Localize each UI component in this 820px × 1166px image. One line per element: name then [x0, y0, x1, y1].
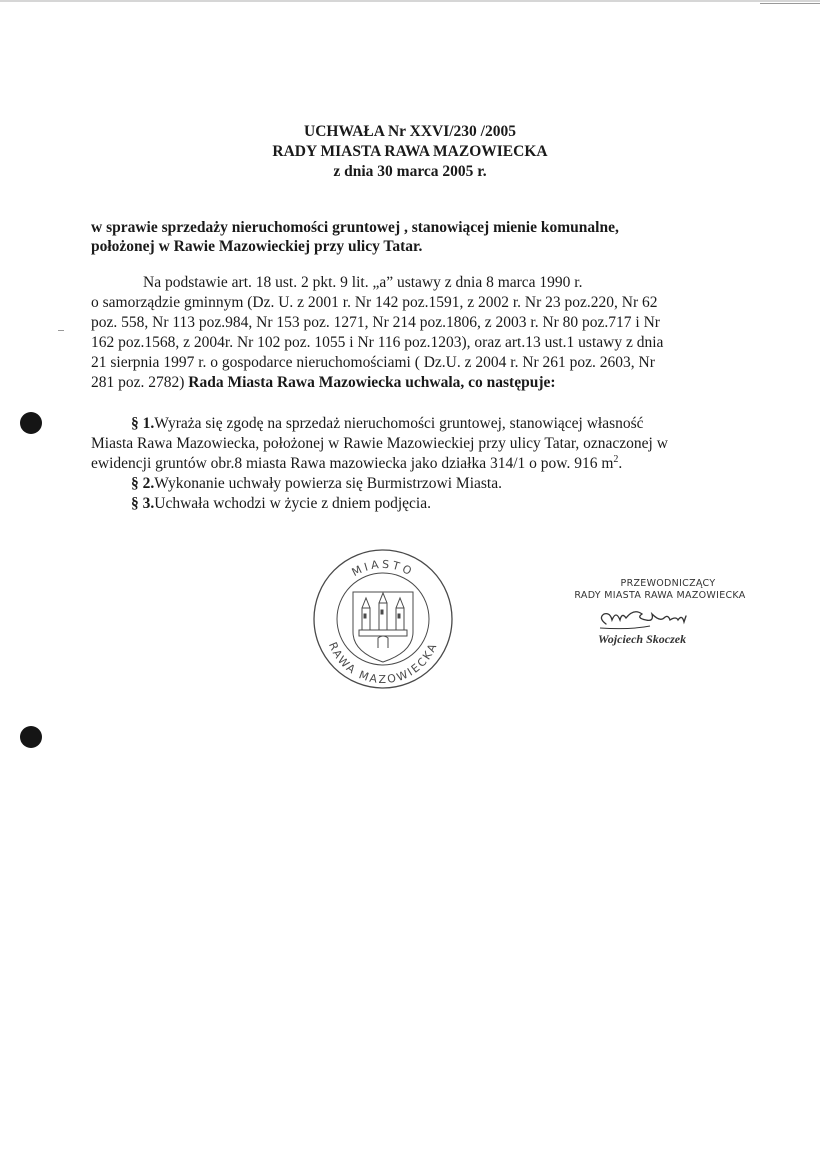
- legal-basis-line-2: o samorządzie gminnym (Dz. U. z 2001 r. Nr 142 poz.1591, z 2002 r. Nr 23 poz.220, Nr 62: [91, 294, 658, 311]
- seal-top-text: MIASTO: [349, 557, 417, 580]
- paragraph-1-line-1: [131, 414, 644, 434]
- legal-basis-line-5: 21 sierpnia 1997 r. o gospodarce nieruchomościami ( Dz.U. z 2004 r. Nr 261 poz. 2603, Nr: [91, 354, 655, 371]
- scan-speck: [58, 330, 64, 331]
- paragraph-1-text: Wyraża się zgodę na sprzedaż nieruchomości gruntowej, stanowiącej własność: [154, 415, 644, 432]
- paragraph-1-line-3: [91, 454, 622, 474]
- legal-basis-line-4: 162 poz.1568, z 2004r. Nr 102 poz. 1055 i Nr 116 poz.1203), oraz art.13 ust.1 ustawy z dnia: [91, 334, 664, 351]
- city-seal-stamp: [312, 548, 454, 690]
- council-name: RADY MIASTA RAWA MAZOWIECKA: [272, 143, 548, 160]
- paragraph-1-marker: § 1.: [131, 415, 155, 432]
- paragraph-2-marker: § 2.: [131, 475, 155, 492]
- coat-of-arms-icon: [353, 592, 413, 662]
- legal-basis-line-6: [91, 373, 556, 393]
- subject-line-2: położonej w Rawie Mazowieckiej przy ulicy Tatar.: [91, 238, 423, 255]
- resolution-date: z dnia 30 marca 2005 r.: [333, 163, 487, 180]
- paragraph-1-text-end: ewidencji gruntów obr.8 miasta Rawa mazowiecka jako działka 314/1 o pow. 916 m: [91, 455, 614, 472]
- legal-basis-citation-end: 281 poz. 2782): [91, 374, 189, 391]
- legal-basis-line-1: Na podstawie art. 18 ust. 2 pkt. 9 lit. „a” ustawy z dnia 8 marca 1990 r.: [143, 274, 583, 291]
- paragraph-3-marker: § 3.: [131, 495, 155, 512]
- legal-basis-line-3: poz. 558, Nr 113 poz.984, Nr 153 poz. 1271, Nr 214 poz.1806, z 2003 r. Nr 80 poz.717 i Nr: [91, 314, 660, 331]
- area-unit-superscript: 2: [613, 453, 619, 465]
- scan-edge-line: [0, 0, 820, 2]
- resolution-number: UCHWAŁA Nr XXVI/230 /2005: [304, 123, 516, 140]
- paragraph-1-line-2: Miasta Rawa Mazowiecka, położonej w Rawie Mazowieckiej przy ulicy Tatar, oznaczonej w: [91, 435, 668, 452]
- paragraph-3: [131, 494, 431, 514]
- signature-title-council: RADY MIASTA RAWA MAZOWIECKA: [574, 590, 746, 601]
- paragraph-1-period: .: [618, 455, 623, 472]
- handwritten-signature: [590, 604, 720, 634]
- seal-bottom-text: RAWA MAZOWIECKA: [326, 640, 441, 687]
- paragraph-2-text: Wykonanie uchwały powierza się Burmistrzowi Miasta.: [154, 475, 502, 492]
- scan-edge-mark: [760, 3, 820, 4]
- enacting-clause: Rada Miasta Rawa Mazowiecka uchwala, co następuje:: [188, 374, 556, 391]
- signature-title-chairman: PRZEWODNICZĄCY: [620, 578, 716, 589]
- chairman-signature-block: [560, 578, 760, 658]
- signatory-name: Wojciech Skoczek: [598, 632, 687, 646]
- punch-hole-top: [20, 412, 42, 434]
- paragraph-3-text: Uchwała wchodzi w życie z dniem podjęcia.: [154, 495, 431, 512]
- paragraph-2: [131, 474, 502, 494]
- punch-hole-bottom: [20, 726, 42, 748]
- subject-line-1: w sprawie sprzedaży nieruchomości gruntowej , stanowiącej mienie komunalne,: [91, 219, 619, 236]
